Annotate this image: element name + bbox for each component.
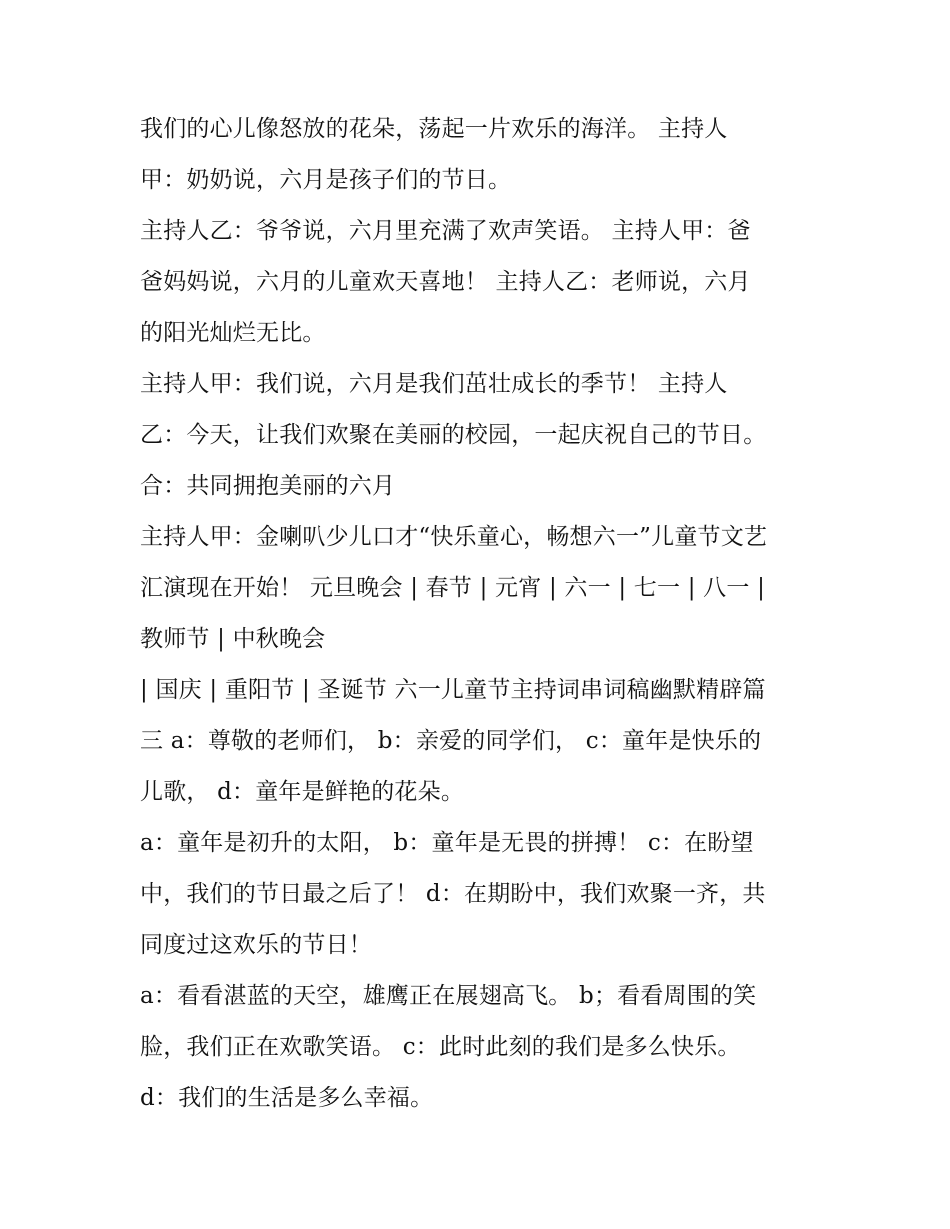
text-line: 教师节 | 中秋晚会: [140, 626, 326, 652]
text-line: 我们的心儿像怒放的花朵，荡起一片欢乐的海洋。 主持人: [140, 116, 728, 142]
text-line: 主持人乙：爷爷说，六月里充满了欢声笑语。 主持人甲：爸: [140, 218, 751, 244]
text-line: 主持人甲：金喇叭少儿口才“快乐童心，畅想六一”儿童节文艺: [140, 524, 768, 550]
text-line: 儿歌， d：童年是鲜艳的花朵。: [140, 779, 465, 805]
text-line: 三 a：尊敬的老师们， b：亲爱的同学们， c：童年是快乐的: [140, 728, 762, 754]
document-body: [140, 104, 820, 1124]
text-line: 的阳光灿烂无比。: [140, 320, 326, 346]
text-line: 合：共同拥抱美丽的六月: [140, 473, 396, 499]
text-line: 主持人甲：我们说，六月是我们茁壮成长的季节！ 主持人: [140, 371, 728, 397]
text-line: 甲：奶奶说，六月是孩子们的节日。: [140, 167, 512, 193]
text-line: 爸妈妈说，六月的儿童欢天喜地！ 主持人乙：老师说，六月: [140, 269, 751, 295]
text-line: 同度过这欢乐的节日！: [140, 932, 372, 958]
text-line: 中，我们的节日最之后了！ d：在期盼中，我们欢聚一齐，共: [140, 881, 766, 907]
text-line: 脸，我们正在欢歌笑语。 c：此时此刻的我们是多么快乐。: [140, 1034, 741, 1060]
text-line: 汇演现在开始！ 元旦晚会 | 春节 | 元宵 | 六一 | 七一 | 八一 |: [140, 575, 766, 601]
text-line: d：我们的生活是多么幸福。: [140, 1085, 434, 1111]
text-line: a：童年是初升的太阳， b：童年是无畏的拼搏！ c：在盼望: [140, 830, 754, 856]
text-line: a：看看湛蓝的天空，雄鹰正在展翅高飞。 b；看看周围的笑: [140, 983, 757, 1009]
text-line: | 国庆 | 重阳节 | 圣诞节 六一儿童节主持词串词稿幽默精辟篇: [140, 677, 766, 703]
text-line: 乙：今天，让我们欢聚在美丽的校园，一起庆祝自己的节日。: [140, 422, 767, 448]
